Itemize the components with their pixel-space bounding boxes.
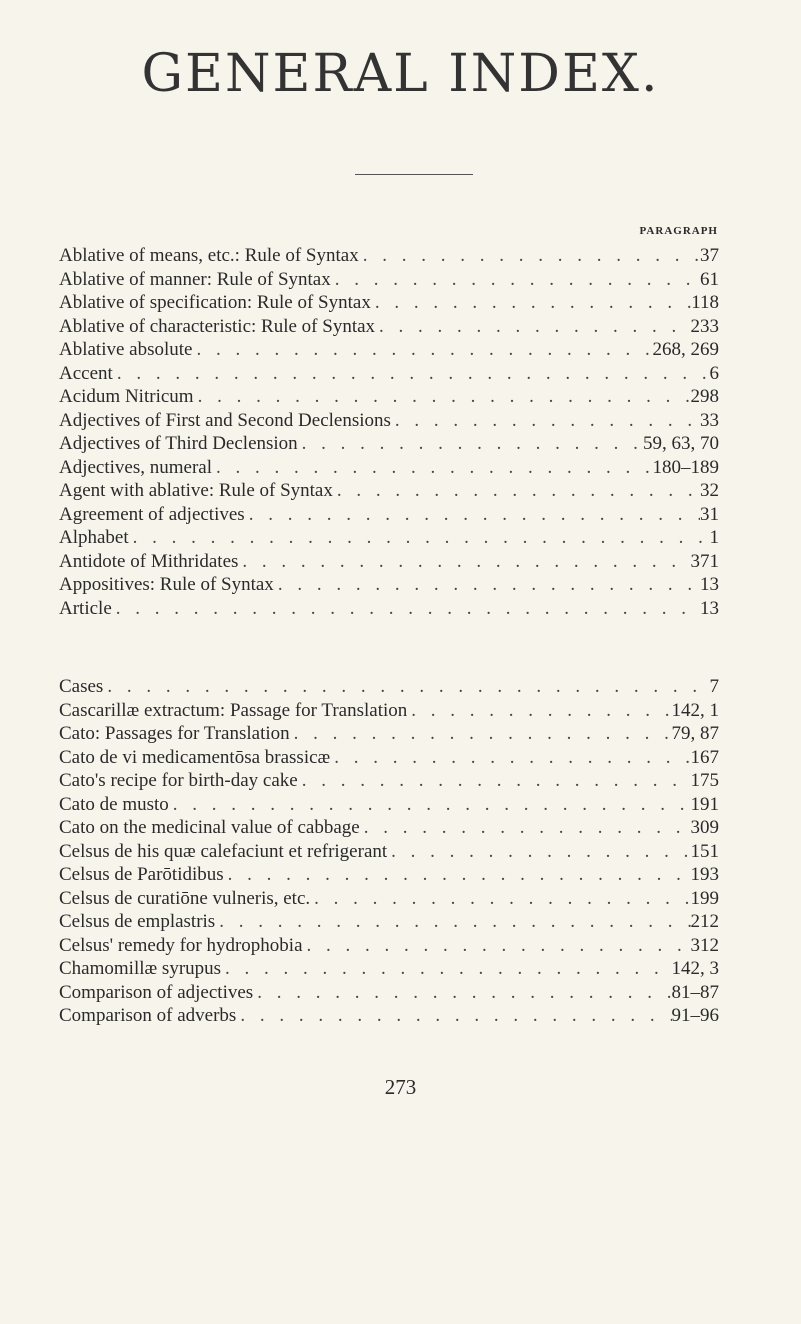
- index-paragraph-ref: 151: [690, 840, 719, 862]
- index-entry: [59, 770, 719, 794]
- index-entry: [59, 888, 719, 912]
- index-entry: [59, 723, 719, 747]
- dot-leader: [298, 433, 643, 455]
- dot-leader: [407, 700, 671, 722]
- index-paragraph-ref: 13: [700, 597, 719, 619]
- dot-leader: [238, 551, 690, 573]
- dot-leader: [330, 747, 690, 769]
- index-term: Cascarillæ extractum: Passage for Translation: [59, 699, 408, 721]
- index-paragraph-ref: 312: [690, 934, 719, 956]
- dot-leader: [212, 457, 652, 479]
- index-entry: [59, 700, 719, 724]
- dot-leader: [360, 817, 691, 839]
- index-paragraph-ref: 199: [690, 887, 719, 909]
- index-entry: [59, 410, 719, 434]
- index-term: Cato's recipe for birth-day cake: [59, 770, 298, 791]
- title-rule: [355, 174, 473, 175]
- index-entry: [59, 598, 719, 622]
- index-paragraph-ref: 37: [700, 245, 719, 266]
- index-paragraph-ref: 31: [700, 503, 719, 525]
- dot-leader: [333, 480, 700, 502]
- index-entry: [59, 982, 719, 1006]
- index-paragraph-ref: 142, 1: [671, 699, 719, 721]
- index-paragraph-ref: 309: [690, 817, 719, 838]
- dot-leader: [236, 1005, 671, 1027]
- index-entry: [59, 504, 719, 528]
- index-term: Ablative absolute: [59, 339, 193, 360]
- index-paragraph-ref: 371: [690, 550, 719, 572]
- index-term: Appositives: Rule of Syntax: [59, 574, 274, 595]
- index-term: Cato de vi medicamentōsa brassicæ: [59, 746, 331, 768]
- dot-leader: [391, 410, 700, 432]
- index-paragraph-ref: 91–96: [671, 1005, 719, 1026]
- index-paragraph-ref: 33: [700, 409, 719, 431]
- index-term: Adjectives of First and Second Declensions: [59, 409, 391, 431]
- index-term: Celsus de his quæ calefaciunt et refrigerant: [59, 840, 388, 862]
- index-term: Cato de musto: [59, 793, 169, 815]
- dot-leader: [221, 958, 671, 980]
- index-entry: [59, 574, 719, 598]
- index-entry: [59, 245, 719, 269]
- index-entry: [59, 911, 719, 935]
- index-term: Adjectives, numeral: [59, 456, 213, 478]
- index-entry: [59, 676, 719, 700]
- index-term: Celsus' remedy for hydrophobia: [59, 934, 303, 956]
- index-entry: [59, 747, 719, 771]
- index-paragraph-ref: 193: [690, 864, 719, 885]
- dot-leader: [169, 794, 691, 816]
- dot-leader: [298, 770, 691, 792]
- dot-leader: [387, 841, 690, 863]
- index-paragraph-ref: 61: [700, 268, 719, 290]
- index-term: Cases: [59, 676, 104, 697]
- dot-leader: [194, 386, 691, 408]
- index-term: Cato on the medicinal value of cabbage: [59, 817, 360, 838]
- index-paragraph-ref: 118: [691, 292, 719, 313]
- index-entry: [59, 551, 719, 575]
- dot-leader: [112, 598, 700, 620]
- dot-leader: [215, 911, 690, 933]
- index-paragraph-ref: 142, 3: [671, 958, 719, 979]
- dot-leader: [274, 574, 700, 596]
- index-entry: [59, 292, 719, 316]
- index-entry: [59, 1005, 719, 1029]
- index-term: Ablative of manner: Rule of Syntax: [59, 268, 331, 290]
- index-term: Agent with ablative: Rule of Syntax: [59, 480, 333, 501]
- index-term: Celsus de Parōtidibus: [59, 864, 224, 885]
- index-paragraph-ref: 298: [690, 386, 719, 407]
- dot-leader: [193, 339, 653, 361]
- index-paragraph-ref: 233: [690, 315, 719, 337]
- index-paragraph-ref: 1: [709, 527, 719, 548]
- index-group-c: [59, 676, 719, 1029]
- index-term: Ablative of means, etc.: Rule of Syntax: [59, 245, 359, 266]
- index-term: Antidote of Mithridates: [59, 550, 239, 572]
- index-entry: [59, 841, 719, 865]
- dot-leader: [129, 527, 710, 549]
- index-term: Cato: Passages for Translation: [59, 723, 290, 744]
- dot-leader: [224, 864, 691, 886]
- index-entry: [59, 433, 719, 457]
- index-group-a: [59, 245, 719, 621]
- dot-leader: [253, 982, 671, 1004]
- index-term: Accent: [59, 362, 113, 384]
- index-paragraph-ref: 59, 63, 70: [643, 433, 719, 454]
- index-term: Comparison of adjectives: [59, 981, 254, 1003]
- index-paragraph-ref: 180–189: [652, 456, 719, 478]
- dot-leader: [303, 935, 691, 957]
- index-term: Alphabet: [59, 527, 129, 548]
- index-entry: [59, 935, 719, 959]
- index-entry: [59, 480, 719, 504]
- dot-leader: [359, 245, 700, 267]
- index-entry: [59, 269, 719, 293]
- index-entry: [59, 864, 719, 888]
- index-term: Chamomillæ syrupus: [59, 958, 222, 979]
- index-paragraph-ref: 167: [690, 746, 719, 768]
- index-entry: [59, 958, 719, 982]
- index-term: Adjectives of Third Declension: [59, 433, 298, 454]
- index-paragraph-ref: 7: [709, 676, 719, 697]
- index-paragraph-ref: 13: [700, 574, 719, 595]
- dot-leader: [103, 676, 709, 698]
- index-paragraph-ref: 175: [690, 770, 719, 791]
- index-entry: [59, 386, 719, 410]
- dot-leader: [113, 363, 710, 385]
- index-paragraph-ref: 268, 269: [652, 339, 719, 360]
- index-term: Article: [59, 597, 112, 619]
- index-term: Celsus de emplastris: [59, 911, 216, 932]
- index-entry: [59, 457, 719, 481]
- column-heading: PARAGRAPH: [639, 225, 718, 237]
- index-entry: [59, 363, 719, 387]
- page-title: GENERAL INDEX.: [141, 44, 660, 104]
- dot-leader: [375, 316, 690, 338]
- dot-leader: [290, 723, 672, 745]
- index-entry: [59, 316, 719, 340]
- index-entry: [59, 527, 719, 551]
- dot-leader: [310, 888, 690, 910]
- index-paragraph-ref: 212: [690, 911, 719, 932]
- index-entry: [59, 339, 719, 363]
- dot-leader: [245, 504, 700, 526]
- index-term: Ablative of specification: Rule of Syntax: [59, 292, 371, 313]
- index-term: Ablative of characteristic: Rule of Syntax: [59, 315, 376, 337]
- index-term: Comparison of adverbs: [59, 1005, 237, 1026]
- index-paragraph-ref: 32: [700, 480, 719, 501]
- index-paragraph-ref: 79, 87: [671, 723, 719, 744]
- index-paragraph-ref: 6: [709, 362, 719, 384]
- index-paragraph-ref: 191: [690, 793, 719, 815]
- index-term: Celsus de curatiōne vulneris, etc.: [59, 887, 311, 909]
- index-term: Agreement of adjectives: [59, 503, 245, 525]
- dot-leader: [371, 292, 691, 314]
- dot-leader: [331, 269, 700, 291]
- index-entry: [59, 817, 719, 841]
- index-paragraph-ref: 81–87: [671, 981, 719, 1003]
- index-term: Acidum Nitricum: [59, 386, 194, 407]
- page-number: 273: [384, 1075, 417, 1099]
- index-entry: [59, 794, 719, 818]
